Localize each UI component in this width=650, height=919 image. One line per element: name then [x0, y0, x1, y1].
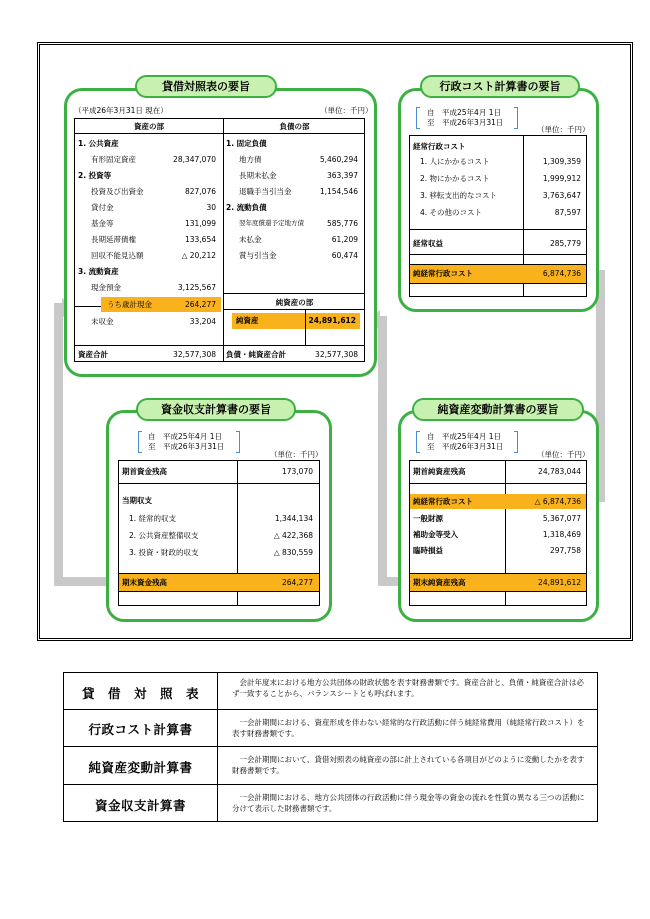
bs-a3-3-value: 33,204	[189, 317, 216, 326]
ac-bracket-right	[514, 107, 518, 129]
cf-open: 期首資金残高	[122, 467, 167, 476]
bs-l2-3: 賞与引当金	[239, 251, 277, 260]
bs-l2-2-value: 61,209	[331, 235, 358, 244]
nc-c4-value: 297,758	[549, 546, 581, 555]
cf-c2: 2. 公共資産整備収支	[129, 531, 199, 540]
bs-date: （平成26年3月31日 現在）	[74, 106, 168, 115]
nc-period-to: 至 平成26年3月31日	[427, 442, 504, 451]
cf-period-from: 自 平成25年4月 1日	[148, 432, 222, 441]
bs-a1-1: 有形固定資産	[91, 155, 136, 164]
ac-h1: 経常行政コスト	[413, 142, 466, 151]
admin-cost-table	[409, 135, 587, 297]
nc-c3: 補助金等受入	[413, 530, 458, 539]
ac-period-from: 自 平成25年4月 1日	[427, 108, 501, 117]
bs-a3-3: 未収金	[91, 317, 114, 326]
cf-c1: 1. 経常的収支	[129, 514, 177, 523]
net-assets-title: 純資産変動計算書の要旨	[412, 398, 584, 421]
bs-unit: （単位：千円）	[320, 106, 373, 115]
ac-c3: 3. 移転支出的なコスト	[420, 191, 498, 200]
ac-c4: 4. その他のコスト	[420, 208, 483, 217]
ac-bracket-left	[416, 107, 420, 129]
ac-c4-value: 87,597	[554, 208, 581, 217]
bs-a2-2-value: 30	[206, 203, 216, 212]
bs-assets-total: 資産合計	[78, 350, 108, 359]
cf-c3-value: △ 830,559	[273, 548, 313, 557]
nc-c1-value: △ 6,874,736	[534, 497, 581, 506]
ac-rev-value: 285,779	[549, 239, 581, 248]
bs-a2-1-value: 827,076	[184, 187, 216, 196]
cf-c2-value: △ 422,368	[273, 531, 313, 540]
nc-c2: 一般財源	[413, 514, 443, 523]
ac-rev: 経常収益	[413, 239, 443, 248]
glossary-desc-bs: 会計年度末における地方公共団体の財政状態を表す財務書類です。資産合計と、負債・純資産合計は必ず一致することから、バランスシートとも呼ばれます。	[232, 678, 584, 698]
glossary-desc-ac: 一会計期間における、資産形成を伴わない経常的な行政活動に伴う純経常費用（純経常行政コスト）を表す財務書類です。	[232, 718, 585, 738]
cf-c1-value: 1,344,134	[274, 514, 313, 523]
nc-period-from: 自 平成25年4月 1日	[427, 432, 501, 441]
bs-a2-3: 基金等	[91, 219, 114, 228]
bs-a1: 1. 公共資産	[78, 139, 119, 148]
ac-c1: 1. 人にかかるコスト	[420, 157, 490, 166]
bs-liab-total: 負債・純資産合計	[226, 350, 286, 359]
cf-unit: （単位：千円）	[270, 450, 323, 459]
bs-a2-2: 貸付金	[91, 203, 114, 212]
nc-unit: （単位：千円）	[537, 450, 590, 459]
admin-cost-title: 行政コスト計算書の要旨	[420, 75, 580, 98]
ac-net-value: 6,874,736	[542, 269, 581, 278]
bs-a2-3-value: 131,099	[184, 219, 216, 228]
bs-a2: 2. 投資等	[78, 171, 112, 180]
bs-assets-total-value: 32,577,308	[173, 350, 216, 359]
bs-a3-2-value: 264,277	[184, 300, 216, 309]
glossary-term-nc: 純資産変動計算書	[88, 760, 193, 775]
nc-c2-value: 5,367,077	[542, 514, 581, 523]
bs-a2-1: 投資及び出資金	[91, 187, 144, 196]
cf-h1: 当期収支	[122, 496, 152, 505]
bs-l1-1: 地方債	[239, 155, 262, 164]
cash-flow-title: 資金収支計算書の要旨	[136, 398, 296, 421]
ac-c2-value: 1,999,912	[542, 174, 581, 183]
balance-sheet-table	[74, 118, 365, 362]
glossary-desc-cf: 一会計期間における、地方公共団体の行政活動に伴う現金等の資金の流れを性質の異なる三つの活動に分けて表示した財務書類です。	[232, 793, 585, 813]
ac-net: 純経常行政コスト	[413, 269, 473, 278]
bs-a2-4-value: 133,654	[184, 235, 216, 244]
cf-bracket-right	[236, 431, 240, 453]
bs-net-header: 純資産の部	[275, 298, 314, 307]
nc-c4: 臨時損益	[413, 546, 443, 555]
nc-c3-value: 1,318,469	[542, 530, 581, 539]
nc-c1: 純経常行政コスト	[413, 497, 473, 506]
bs-l2-1-value: 585,776	[326, 219, 358, 228]
bs-liab-total-value: 32,577,308	[315, 350, 358, 359]
glossary-desc-nc: 一会計期間において、貸借対照表の純資産の部に計上されている各項目がどのように変動したかを表す財務書類です。	[232, 755, 585, 775]
bs-l1-2: 長期未払金	[239, 171, 277, 180]
bs-a2-5: 回収不能見込額	[91, 251, 144, 260]
bs-a3-1: 現金預金	[91, 283, 121, 292]
cf-c3: 3. 投資・財政的収支	[129, 548, 199, 557]
cf-bracket-left	[138, 431, 142, 453]
bs-a3-1-value: 3,125,567	[177, 283, 216, 292]
bs-l1-2-value: 363,397	[326, 171, 358, 180]
balance-sheet-title: 貸借対照表の要旨	[135, 75, 277, 98]
cf-open-value: 173,070	[281, 467, 313, 476]
bs-a2-4: 長期延滞債権	[91, 235, 136, 244]
nc-close-value: 24,891,612	[538, 578, 581, 587]
ac-c1-value: 1,309,359	[542, 157, 581, 166]
cf-period-to: 至 平成26年3月31日	[148, 442, 225, 451]
glossary-term-cf: 資金収支計算書	[94, 798, 186, 813]
bs-a2-5-value: △ 20,212	[181, 251, 216, 260]
net-assets-table	[409, 460, 587, 606]
bs-a3-2: うち歳計現金	[107, 300, 152, 309]
glossary-table	[63, 672, 598, 822]
bs-l1-1-value: 5,460,294	[319, 155, 358, 164]
nc-bracket-right	[514, 431, 518, 453]
bs-l2-2: 未払金	[239, 235, 262, 244]
arrow-bs-to-cf	[54, 303, 63, 585]
nc-close: 期末純資産残高	[413, 578, 466, 587]
glossary-term-ac: 行政コスト計算書	[88, 722, 193, 737]
ac-period-to: 至 平成26年3月31日	[427, 118, 504, 127]
bs-assets-header: 資産の部	[134, 122, 164, 131]
ac-c2: 2. 物にかかるコスト	[420, 174, 490, 183]
bs-a3: 3. 流動資産	[78, 267, 119, 276]
ac-c3-value: 3,763,647	[542, 191, 581, 200]
nc-bracket-left	[416, 431, 420, 453]
nc-open-value: 24,783,044	[538, 467, 581, 476]
bs-net: 純資産	[236, 316, 259, 325]
nc-open: 期首純資産残高	[413, 467, 466, 476]
bs-l2-3-value: 60,474	[331, 251, 358, 260]
bs-liab-header: 負債の部	[279, 122, 310, 131]
cf-close-value: 264,277	[281, 578, 313, 587]
bs-l1-3-value: 1,154,546	[319, 187, 358, 196]
bs-l2-1: 翌年度償還予定地方債	[239, 219, 304, 227]
bs-a1-1-value: 28,347,070	[173, 155, 216, 164]
glossary-term-bs: 貸 借 対 照 表	[81, 686, 199, 701]
bs-l2: 2. 流動負債	[226, 203, 267, 212]
bs-l1: 1. 固定負債	[226, 139, 267, 148]
bs-net-value: 24,891,612	[308, 316, 356, 325]
bs-l1-3: 退職手当引当金	[239, 187, 292, 196]
cash-flow-table	[118, 460, 320, 606]
arrow-nc-to-bs	[378, 316, 387, 586]
cf-close: 期末資金残高	[122, 578, 167, 587]
ac-unit: （単位：千円）	[537, 125, 590, 134]
